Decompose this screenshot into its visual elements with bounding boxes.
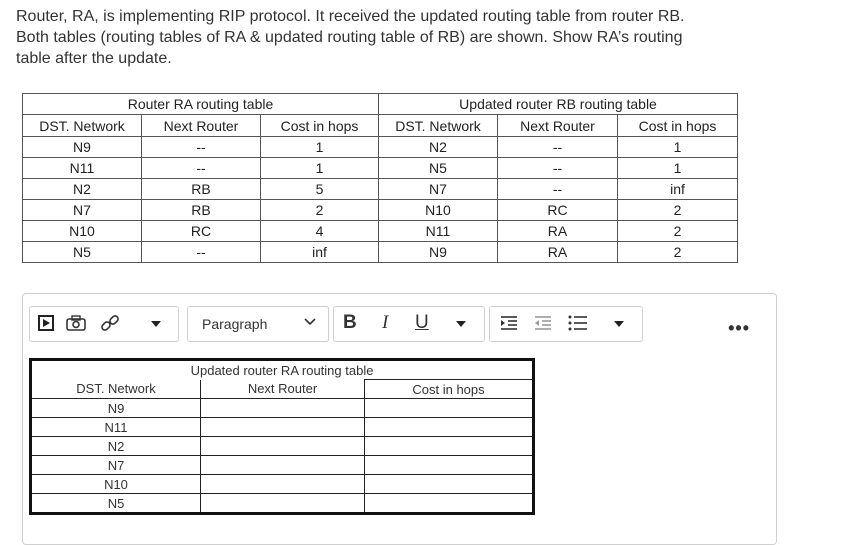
answer-table[interactable]	[29, 358, 535, 515]
column-header: Cost in hops	[261, 115, 379, 137]
table-row[interactable]	[31, 475, 534, 494]
column-header: Next Router	[142, 115, 261, 137]
more-options-icon[interactable]: •••	[728, 318, 750, 338]
table-cell: inf	[261, 242, 379, 263]
table-row	[23, 242, 738, 263]
table-cell: --	[498, 179, 618, 200]
table-row[interactable]	[31, 399, 534, 418]
table-cell: RC	[142, 221, 261, 242]
table-cell[interactable]	[365, 475, 534, 494]
table-cell[interactable]	[201, 456, 365, 475]
table-cell: N7	[23, 200, 142, 221]
table-cell: 2	[261, 200, 379, 221]
table-cell: N9	[379, 242, 498, 263]
table-cell: --	[498, 137, 618, 158]
table-cell[interactable]	[365, 399, 534, 418]
question-line: Both tables (routing tables of RA & updated routing table of RB) are shown. Show RA’s routing	[16, 29, 683, 46]
table-row[interactable]	[31, 437, 534, 456]
table-cell: N10	[23, 221, 142, 242]
table-cell: N2	[379, 137, 498, 158]
question-text	[16, 6, 776, 69]
table-cell: --	[498, 158, 618, 179]
table-row	[23, 200, 738, 221]
table-cell: 1	[261, 137, 379, 158]
table-cell: --	[142, 242, 261, 263]
table-cell: N10	[379, 200, 498, 221]
table-cell[interactable]: N10	[31, 475, 201, 494]
column-header: DST. Network	[379, 115, 498, 137]
question-line: Router, RA, is implementing RIP protocol. It received the updated routing table from router RB.	[16, 8, 685, 25]
table-cell[interactable]	[365, 437, 534, 456]
table-row	[23, 221, 738, 242]
column-header: Next Router	[498, 115, 618, 137]
table-cell: RA	[498, 242, 618, 263]
table-row[interactable]	[31, 418, 534, 437]
table-cell: N7	[379, 179, 498, 200]
table-cell: 1	[261, 158, 379, 179]
table-cell: N9	[23, 137, 142, 158]
indent-icon[interactable]	[499, 314, 519, 332]
table-cell: RB	[142, 179, 261, 200]
bold-button[interactable]: B	[343, 312, 357, 333]
link-icon[interactable]	[99, 313, 121, 333]
table-row	[23, 179, 738, 200]
table-cell[interactable]	[365, 494, 534, 514]
table-cell[interactable]: N5	[31, 494, 201, 514]
table-cell: --	[142, 137, 261, 158]
table-cell: 1	[618, 137, 738, 158]
table-row[interactable]	[31, 456, 534, 475]
italic-button[interactable]: I	[382, 312, 389, 333]
table-cell: N5	[379, 158, 498, 179]
answer-table-title: Updated router RA routing table	[190, 362, 374, 378]
table-cell: 2	[618, 242, 738, 263]
column-header: Next Router	[201, 380, 365, 399]
table-cell[interactable]: N7	[31, 456, 201, 475]
table-cell: --	[142, 158, 261, 179]
bulleted-list-icon[interactable]	[567, 314, 589, 332]
table-cell: inf	[618, 179, 738, 200]
table-cell[interactable]	[201, 399, 365, 418]
table-cell[interactable]: N2	[31, 437, 201, 456]
table-cell[interactable]	[201, 437, 365, 456]
chevron-down-icon	[304, 315, 316, 329]
table-cell: N5	[23, 242, 142, 263]
table-cell: 5	[261, 179, 379, 200]
chevron-down-icon[interactable]	[456, 321, 466, 327]
underline-button[interactable]: U	[415, 312, 429, 333]
table-cell: 4	[261, 221, 379, 242]
column-header: Cost in hops	[365, 380, 534, 399]
paragraph-select-label: Paragraph	[202, 316, 268, 332]
rb-table-title: Updated router RB routing table	[379, 94, 738, 115]
table-cell[interactable]	[201, 475, 365, 494]
table-cell: N11	[379, 221, 498, 242]
camera-icon[interactable]	[65, 314, 87, 332]
table-row[interactable]	[31, 494, 534, 514]
chevron-down-icon[interactable]	[614, 321, 624, 327]
question-line: table after the update.	[16, 50, 172, 67]
table-cell[interactable]: N11	[31, 418, 201, 437]
media-icon[interactable]	[37, 314, 55, 332]
paragraph-select[interactable]	[187, 306, 329, 342]
answer-editor[interactable]	[22, 293, 777, 545]
table-cell[interactable]	[365, 418, 534, 437]
column-header: Cost in hops	[618, 115, 738, 137]
chevron-down-icon[interactable]	[151, 321, 161, 327]
table-cell: RB	[142, 200, 261, 221]
column-header: DST. Network	[31, 380, 201, 399]
table-cell: 2	[618, 200, 738, 221]
table-cell: RA	[498, 221, 618, 242]
routing-tables	[22, 93, 738, 263]
table-row	[23, 137, 738, 158]
table-cell[interactable]	[365, 456, 534, 475]
column-header: DST. Network	[23, 115, 142, 137]
table-row	[23, 158, 738, 179]
table-cell: N11	[23, 158, 142, 179]
table-cell[interactable]	[201, 494, 365, 514]
table-cell[interactable]	[201, 418, 365, 437]
table-cell[interactable]: N9	[31, 399, 201, 418]
editor-toolbar	[23, 294, 776, 350]
outdent-icon[interactable]	[533, 314, 553, 332]
ra-table-title: Router RA routing table	[23, 94, 379, 115]
table-cell: 1	[618, 158, 738, 179]
table-cell: N2	[23, 179, 142, 200]
table-cell: 2	[618, 221, 738, 242]
table-cell: RC	[498, 200, 618, 221]
